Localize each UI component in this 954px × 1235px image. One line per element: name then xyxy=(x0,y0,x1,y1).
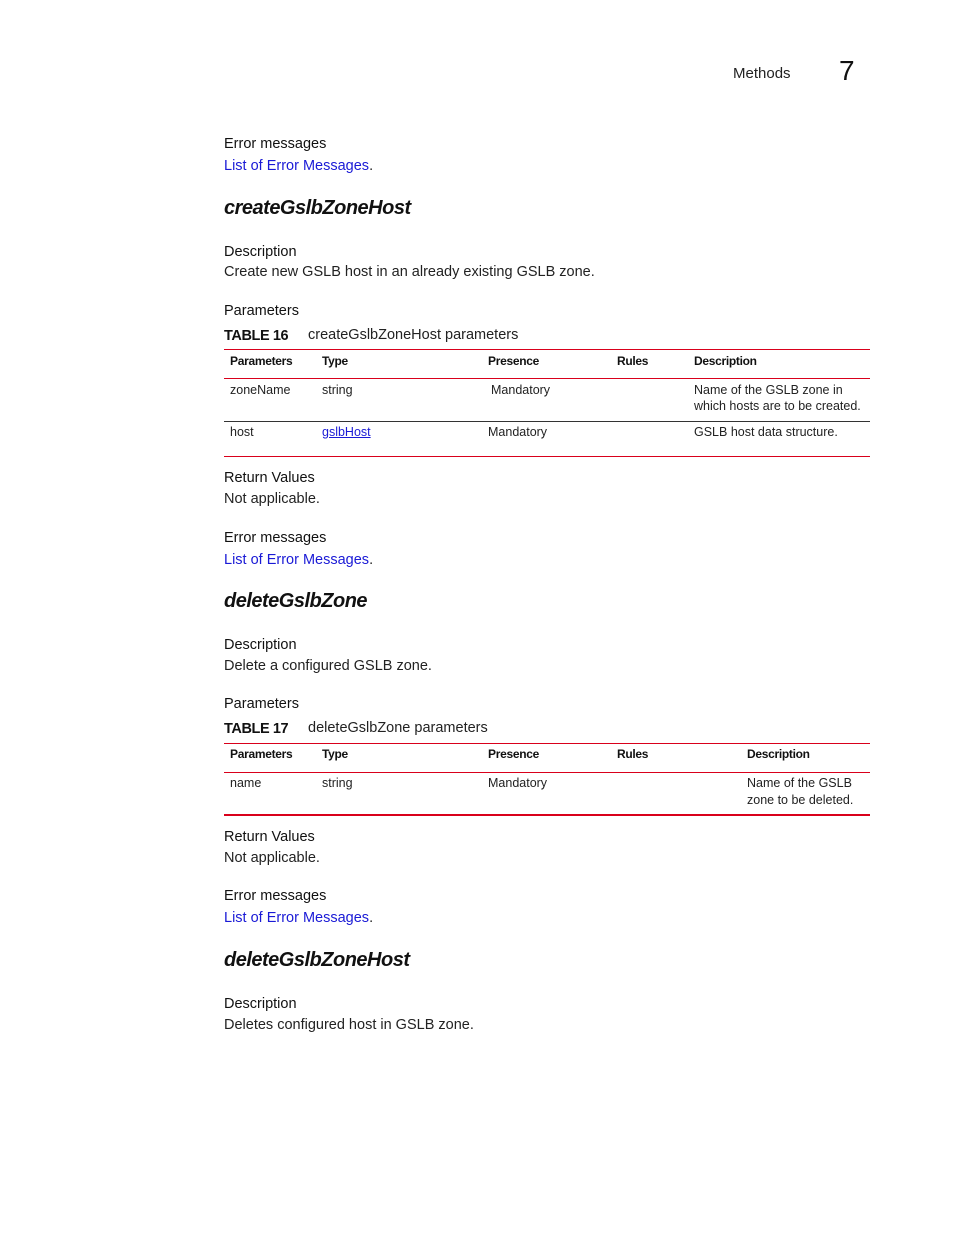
table-number: TABLE 16 xyxy=(224,328,289,344)
table-header-presence: Presence xyxy=(488,354,539,368)
error-messages-heading: Error messages xyxy=(224,530,327,546)
gslb-host-link[interactable]: gslbHost xyxy=(322,425,371,439)
error-messages-link[interactable]: List of Error Messages xyxy=(224,552,370,568)
table-top-rule xyxy=(224,743,870,744)
table-header-type: Type xyxy=(322,747,348,761)
error-messages-heading: Error messages xyxy=(224,888,327,904)
description-heading: Description xyxy=(224,996,297,1012)
table-cell-param: host xyxy=(230,425,254,439)
table-caption-text: deleteGslbZone parameters xyxy=(308,720,488,736)
table-header-description: Description xyxy=(747,747,810,761)
table-bottom-rule xyxy=(224,814,870,816)
error-messages-line xyxy=(224,551,373,569)
description-heading: Description xyxy=(224,244,297,260)
table-caption-text: createGslbZoneHost parameters xyxy=(308,327,519,343)
link-period: . xyxy=(369,158,374,174)
table-header-rule xyxy=(224,378,870,379)
description-heading: Description xyxy=(224,637,297,653)
error-messages-line xyxy=(224,909,373,927)
table-cell-type: string xyxy=(322,383,353,397)
section-title-delete-gslb-zone-host: deleteGslbZoneHost xyxy=(224,949,410,971)
table-row-divider xyxy=(224,421,870,422)
table-cell-presence: Mandatory xyxy=(488,425,548,439)
return-values-text: Not applicable. xyxy=(224,491,320,507)
table-cell-description: zone to be deleted. xyxy=(747,793,854,807)
table-bottom-rule xyxy=(224,456,870,457)
table-caption xyxy=(224,720,288,738)
table-header-type: Type xyxy=(322,354,348,368)
error-messages-link[interactable]: List of Error Messages xyxy=(224,910,370,926)
table-cell-presence: Mandatory xyxy=(488,776,548,790)
table-top-rule xyxy=(224,349,870,350)
description-text: Delete a configured GSLB zone. xyxy=(224,658,432,674)
table-header-parameters: Parameters xyxy=(230,747,293,761)
section-title-create-gslb-zone-host: createGslbZoneHost xyxy=(224,197,411,219)
table-cell-description: GSLB host data structure. xyxy=(694,425,838,439)
table-header-parameters: Parameters xyxy=(230,354,293,368)
error-messages-heading: Error messages xyxy=(224,136,327,152)
table-header-description: Description xyxy=(694,354,757,368)
description-text: Deletes configured host in GSLB zone. xyxy=(224,1017,474,1033)
return-values-heading: Return Values xyxy=(224,829,315,845)
parameters-heading: Parameters xyxy=(224,696,299,712)
error-messages-line xyxy=(224,157,373,175)
table-cell-param: zoneName xyxy=(230,383,291,397)
return-values-heading: Return Values xyxy=(224,470,315,486)
parameters-heading: Parameters xyxy=(224,303,299,319)
chapter-label: Methods xyxy=(733,65,791,82)
table-cell-description: Name of the GSLB xyxy=(747,776,852,790)
table-cell-type: string xyxy=(322,776,353,790)
error-messages-link[interactable]: List of Error Messages xyxy=(224,158,370,174)
table-header-rule xyxy=(224,772,870,773)
table-cell-presence: Mandatory xyxy=(491,383,551,397)
table-number: TABLE 17 xyxy=(224,721,289,737)
table-cell-param: name xyxy=(230,776,262,790)
description-text: Create new GSLB host in an already existing GSLB zone. xyxy=(224,264,595,280)
table-cell-description: Name of the GSLB zone in xyxy=(694,383,843,397)
table-header-presence: Presence xyxy=(488,747,539,761)
link-period: . xyxy=(369,910,374,926)
return-values-text: Not applicable. xyxy=(224,850,320,866)
table-header-rules: Rules xyxy=(617,747,649,761)
link-period: . xyxy=(369,552,374,568)
chapter-number: 7 xyxy=(839,55,855,86)
section-title-delete-gslb-zone: deleteGslbZone xyxy=(224,590,368,612)
table-cell-description: which hosts are to be created. xyxy=(694,399,861,413)
table-caption xyxy=(224,327,288,345)
table-header-rules: Rules xyxy=(617,354,649,368)
